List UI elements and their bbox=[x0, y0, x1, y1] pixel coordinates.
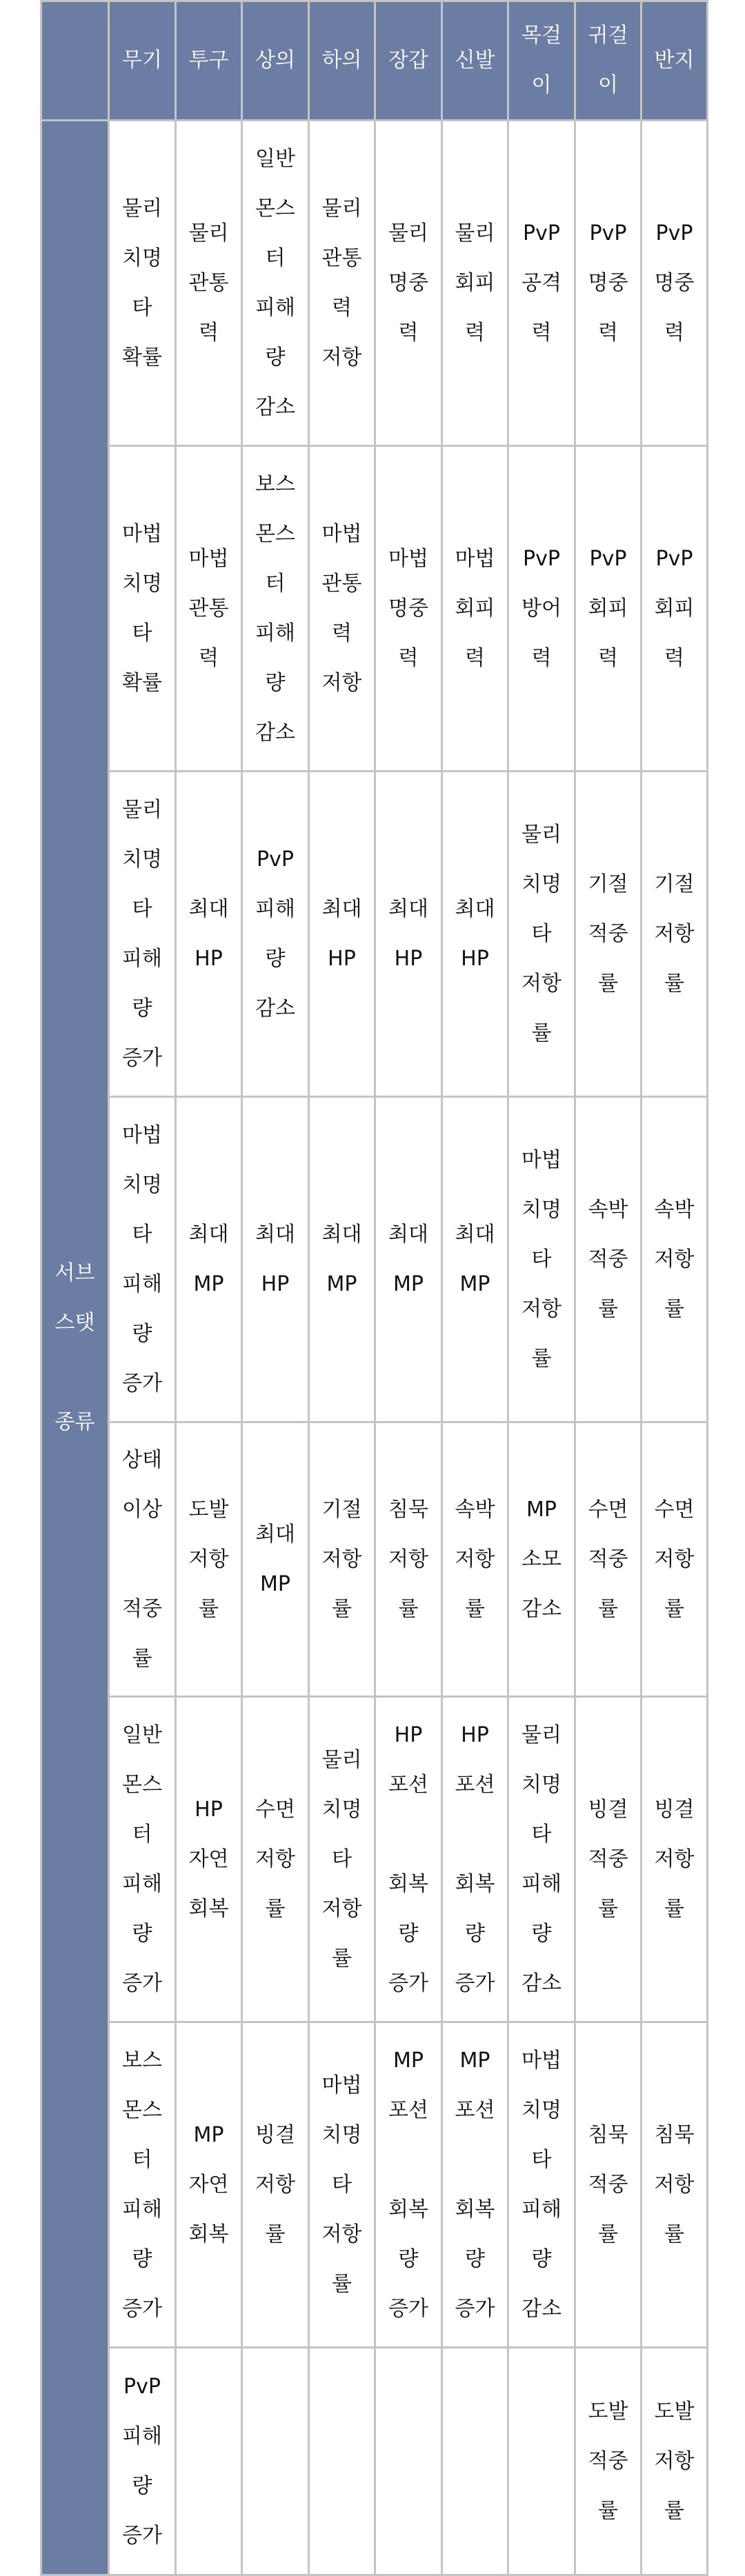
table-cell bbox=[309, 2348, 375, 2575]
column-header bbox=[109, 1, 176, 121]
column-header bbox=[508, 1, 575, 121]
table-cell bbox=[575, 1422, 642, 1697]
cell-text: 수면 저항 률 bbox=[255, 1797, 295, 1921]
cell-text: 마법 관통 력 bbox=[188, 546, 229, 670]
table-cell bbox=[508, 2348, 575, 2575]
table-cell bbox=[442, 1422, 508, 1697]
cell-text: MP 소모 감소 bbox=[522, 1497, 562, 1621]
cell-text: 최대 MP bbox=[455, 1222, 495, 1296]
cell-text: 일반 몬스 터 피해 량 감소 bbox=[255, 146, 295, 419]
table-cell bbox=[242, 446, 309, 772]
table-cell bbox=[575, 1097, 642, 1422]
table-cell bbox=[508, 1097, 575, 1422]
cell-text: 마법 회피 력 bbox=[455, 546, 495, 670]
table-cell bbox=[242, 121, 309, 446]
cell-text: 마법 치명 타 피해 량 감소 bbox=[522, 2048, 562, 2321]
cell-text: 최대 MP bbox=[388, 1222, 428, 1296]
table-cell bbox=[375, 121, 442, 446]
table-cell bbox=[575, 121, 642, 446]
cell-text: 최대 HP bbox=[321, 896, 362, 971]
table-cell bbox=[109, 1097, 176, 1422]
table-body bbox=[41, 121, 708, 2575]
table-cell bbox=[375, 1097, 442, 1422]
cell-text: MP 포션 회복 량 증가 bbox=[455, 2048, 495, 2321]
table-cell bbox=[109, 446, 176, 772]
column-header bbox=[375, 1, 442, 121]
table-cell bbox=[642, 772, 708, 1097]
table-row bbox=[41, 1097, 708, 1422]
cell-text: 빙결 저항 률 bbox=[654, 1797, 695, 1921]
table-cell bbox=[176, 772, 242, 1097]
cell-text: 속박 저항 률 bbox=[654, 1197, 695, 1321]
table-row bbox=[41, 1422, 708, 1697]
table-cell bbox=[442, 446, 508, 772]
table-row bbox=[41, 446, 708, 772]
cell-text: PvP 회피 력 bbox=[588, 546, 628, 670]
table-cell bbox=[642, 2022, 708, 2348]
table-cell bbox=[375, 1697, 442, 2022]
table-cell bbox=[375, 2348, 442, 2575]
table-cell bbox=[242, 2022, 309, 2348]
table-cell bbox=[375, 2022, 442, 2348]
cell-text: 수면 저항 률 bbox=[654, 1497, 695, 1621]
table-cell bbox=[642, 121, 708, 446]
cell-text: 최대 MP bbox=[321, 1222, 362, 1296]
table-cell bbox=[642, 1697, 708, 2022]
cell-text: 물리 명중 력 bbox=[388, 221, 428, 345]
cell-text: PvP 방어 력 bbox=[522, 546, 562, 670]
table-cell bbox=[176, 1697, 242, 2022]
cell-text: 수면 적중 률 bbox=[588, 1497, 628, 1621]
cell-text: 속박 저항 률 bbox=[455, 1497, 495, 1621]
table-cell bbox=[309, 1697, 375, 2022]
table-cell bbox=[242, 772, 309, 1097]
table-cell bbox=[309, 1097, 375, 1422]
cell-text: 보스 몬스 터 피해 량 감소 bbox=[255, 472, 295, 745]
table-row bbox=[41, 2022, 708, 2348]
column-header bbox=[309, 1, 375, 121]
table-cell bbox=[442, 1097, 508, 1422]
table-cell bbox=[642, 1422, 708, 1697]
cell-text: 물리 치명 타 저항 률 bbox=[522, 822, 562, 1045]
column-header bbox=[442, 1, 508, 121]
cell-text: 물리 관통 력 bbox=[188, 221, 229, 345]
column-header-label: 반지 bbox=[654, 48, 695, 72]
cell-text: PvP 명중 력 bbox=[654, 221, 695, 345]
cell-text: 최대 MP bbox=[188, 1222, 229, 1296]
table-cell bbox=[575, 1697, 642, 2022]
cell-text: 기절 저항 률 bbox=[654, 872, 695, 996]
column-header-label: 투구 bbox=[188, 48, 229, 72]
cell-text: 기절 저항 률 bbox=[321, 1497, 362, 1621]
table-cell bbox=[242, 1097, 309, 1422]
cell-text: 도발 적중 률 bbox=[588, 2399, 628, 2523]
column-header-label: 하의 bbox=[321, 48, 362, 72]
cell-text: PvP 명중 력 bbox=[588, 221, 628, 345]
table-cell bbox=[176, 2348, 242, 2575]
table-row bbox=[41, 772, 708, 1097]
table-cell bbox=[642, 1097, 708, 1422]
table-cell bbox=[375, 446, 442, 772]
table-cell bbox=[109, 772, 176, 1097]
cell-text: PvP 피해 량 감소 bbox=[255, 847, 295, 1020]
cell-text: PvP 공격 력 bbox=[522, 221, 562, 345]
table-cell bbox=[575, 446, 642, 772]
cell-text: 최대 HP bbox=[255, 1222, 295, 1296]
cell-text: 물리 치명 타 피해 량 감소 bbox=[522, 1722, 562, 1995]
table-cell bbox=[242, 1422, 309, 1697]
table-cell bbox=[109, 1422, 176, 1697]
cell-text: PvP 피해 량 증가 bbox=[122, 2374, 162, 2548]
cell-text: 일반 몬스 터 피해 량 증가 bbox=[122, 1722, 162, 1995]
cell-text: 도발 저항 률 bbox=[188, 1497, 229, 1621]
table-cell bbox=[575, 772, 642, 1097]
cell-text: 마법 치명 타 확률 bbox=[122, 521, 162, 695]
cell-text: HP 포션 회복 량 증가 bbox=[455, 1722, 495, 1995]
table-row bbox=[41, 1697, 708, 2022]
cell-text: 물리 회피 력 bbox=[455, 221, 495, 345]
stat-table-container bbox=[40, 0, 708, 2576]
column-header-label: 목걸 이 bbox=[522, 23, 562, 97]
column-header-label: 상의 bbox=[255, 48, 295, 72]
cell-text: 물리 치명 타 피해 량 증가 bbox=[122, 797, 162, 1070]
cell-text: 침묵 저항 률 bbox=[654, 2122, 695, 2246]
cell-text: 마법 치명 타 피해 량 증가 bbox=[122, 1123, 162, 1396]
cell-text: 최대 HP bbox=[188, 896, 229, 971]
table-cell bbox=[176, 1097, 242, 1422]
table-cell bbox=[442, 1697, 508, 2022]
column-header bbox=[41, 1, 109, 121]
cell-text: 속박 적중 률 bbox=[588, 1197, 628, 1321]
cell-text: 마법 관통 력 저항 bbox=[321, 521, 362, 695]
column-header bbox=[575, 1, 642, 121]
cell-text: 물리 치명 타 확률 bbox=[122, 196, 162, 370]
cell-text: MP 포션 회복 량 증가 bbox=[388, 2048, 428, 2321]
substat-table bbox=[40, 0, 708, 2576]
cell-text: HP 포션 회복 량 증가 bbox=[388, 1722, 428, 1995]
table-cell bbox=[508, 1422, 575, 1697]
cell-text: 침묵 저항 률 bbox=[388, 1497, 428, 1621]
column-header bbox=[642, 1, 708, 121]
table-cell bbox=[109, 2348, 176, 2575]
cell-text: 물리 치명 타 저항 률 bbox=[321, 1747, 362, 1971]
cell-text: 빙결 저항 률 bbox=[255, 2122, 295, 2246]
table-cell bbox=[508, 1697, 575, 2022]
cell-text: 도발 저항 률 bbox=[654, 2399, 695, 2523]
column-header-label: 장갑 bbox=[388, 48, 428, 72]
table-cell bbox=[575, 2022, 642, 2348]
table-cell bbox=[508, 2022, 575, 2348]
table-cell bbox=[508, 121, 575, 446]
table-cell bbox=[575, 2348, 642, 2575]
table-cell bbox=[176, 121, 242, 446]
table-cell bbox=[109, 1697, 176, 2022]
table-cell bbox=[508, 772, 575, 1097]
table-cell bbox=[442, 772, 508, 1097]
column-header-label: 귀걸 이 bbox=[588, 23, 628, 97]
table-cell bbox=[242, 2348, 309, 2575]
table-cell bbox=[176, 1422, 242, 1697]
row-group-label bbox=[41, 121, 109, 2575]
cell-text: 마법 치명 타 저항 률 bbox=[321, 2073, 362, 2296]
header-row bbox=[41, 1, 708, 121]
table-cell bbox=[242, 1697, 309, 2022]
table-cell bbox=[309, 121, 375, 446]
column-header-label: 신발 bbox=[455, 48, 495, 72]
cell-text: 마법 치명 타 저항 률 bbox=[522, 1147, 562, 1371]
table-row bbox=[41, 2348, 708, 2575]
table-row bbox=[41, 121, 708, 446]
table-cell bbox=[442, 2348, 508, 2575]
column-header bbox=[242, 1, 309, 121]
table-cell bbox=[109, 121, 176, 446]
table-cell bbox=[642, 446, 708, 772]
table-cell bbox=[309, 2022, 375, 2348]
cell-text: 마법 명중 력 bbox=[388, 546, 428, 670]
cell-text: 침묵 적중 률 bbox=[588, 2122, 628, 2246]
table-cell bbox=[642, 2348, 708, 2575]
row-group-label-text: 서브 스탯 종류 bbox=[54, 1260, 95, 1434]
table-cell bbox=[442, 121, 508, 446]
cell-text: MP 자연 회복 bbox=[188, 2122, 229, 2246]
cell-text: 빙결 적중 률 bbox=[588, 1797, 628, 1921]
table-cell bbox=[508, 446, 575, 772]
cell-text: 최대 MP bbox=[255, 1522, 295, 1596]
table-cell bbox=[309, 446, 375, 772]
column-header-label: 무기 bbox=[122, 48, 162, 72]
cell-text: HP 자연 회복 bbox=[188, 1797, 229, 1921]
table-cell bbox=[309, 1422, 375, 1697]
cell-text: PvP 회피 력 bbox=[654, 546, 695, 670]
table-cell bbox=[176, 2022, 242, 2348]
column-header bbox=[176, 1, 242, 121]
table-cell bbox=[109, 2022, 176, 2348]
cell-text: 상태 이상 적중 률 bbox=[122, 1447, 162, 1671]
table-cell bbox=[309, 772, 375, 1097]
cell-text: 기절 적중 률 bbox=[588, 872, 628, 996]
table-cell bbox=[442, 2022, 508, 2348]
cell-text: 보스 몬스 터 피해 량 증가 bbox=[122, 2048, 162, 2321]
cell-text: 물리 관통 력 저항 bbox=[321, 196, 362, 370]
table-cell bbox=[176, 446, 242, 772]
table-cell bbox=[375, 772, 442, 1097]
table-cell bbox=[375, 1422, 442, 1697]
cell-text: 최대 HP bbox=[455, 896, 495, 971]
cell-text: 최대 HP bbox=[388, 896, 428, 971]
